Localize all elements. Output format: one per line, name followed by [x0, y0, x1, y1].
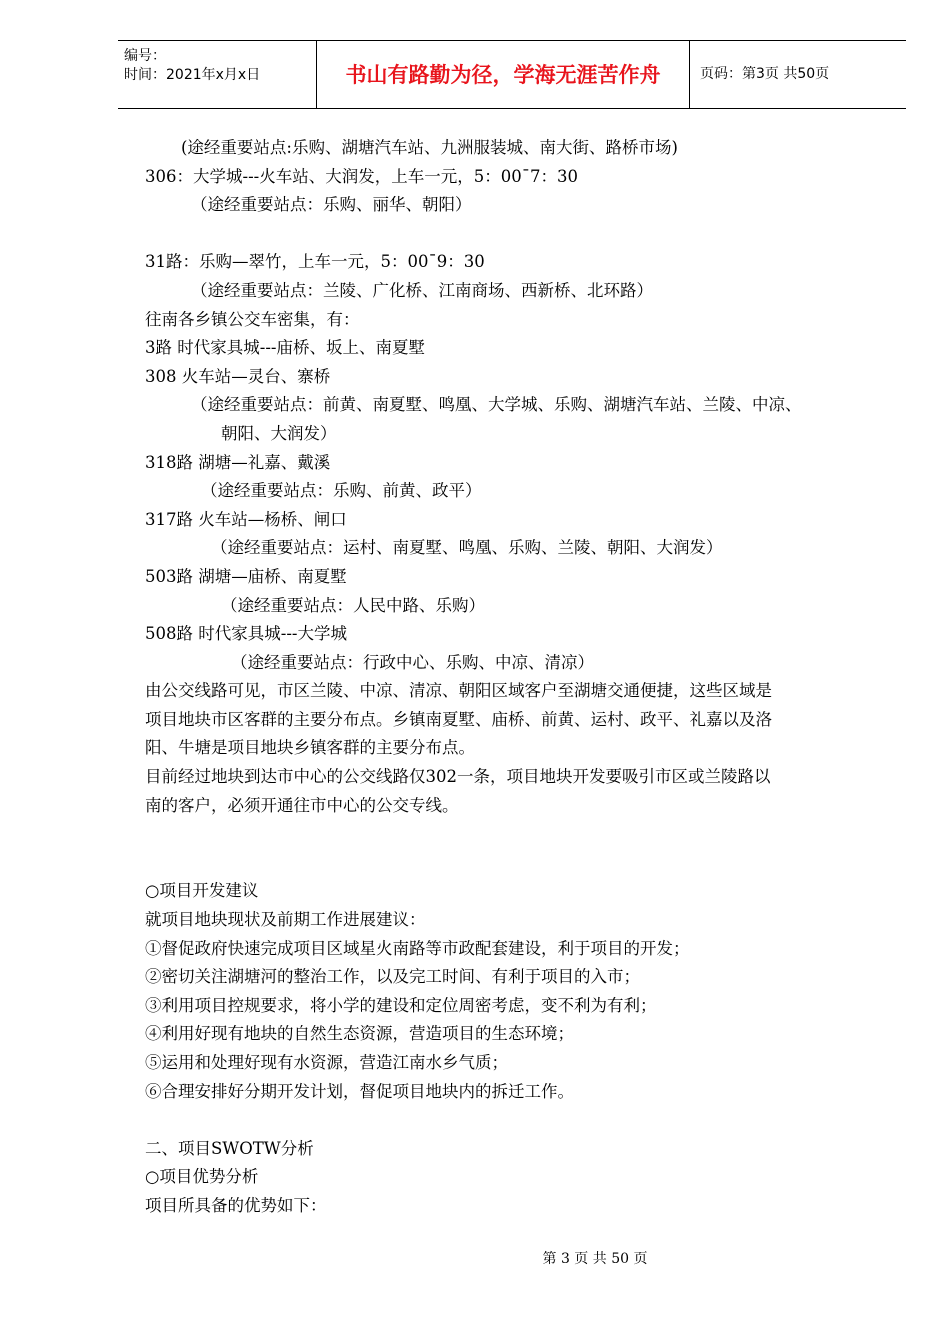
text-line: （途经重要站点：行政中心、乐购、中凉、清凉） [231, 652, 594, 672]
blank-line [145, 1106, 905, 1135]
subsection-heading: ○项目优势分析 [145, 1167, 259, 1187]
text-line: （途经重要站点：人民中路、乐购） [221, 595, 485, 615]
blank-line [145, 220, 905, 249]
text-line: 项目所具备的优势如下： [145, 1195, 327, 1215]
text-line: 308 火车站—灵台、寨桥 [145, 366, 331, 386]
text-line: (途经重要站点:乐购、湖塘汽车站、九洲服装城、南大街、路桥市场) [181, 138, 678, 157]
text-line: （途经重要站点：运村、南夏墅、鸣凰、乐购、兰陵、朝阳、大润发） [211, 538, 723, 558]
text-line: 由公交线路可见，市区兰陵、中凉、清凉、朝阳区域客户至湖塘交通便捷，这些区域是 [145, 681, 772, 701]
text-line: （途经重要站点：前黄、南夏墅、鸣凰、大学城、乐购、湖塘汽车站、兰陵、中凉、 [191, 395, 802, 415]
text-line: 306：大学城---火车站、大润发，上车一元，5：00¯7：30 [145, 166, 578, 186]
list-item: ①督促政府快速完成项目区域星火南路等市政配套建设，利于项目的开发； [145, 938, 690, 958]
text-line: （途经重要站点：乐购、前黄、政平） [201, 481, 482, 501]
section-heading: 二、项目SWOTW分析 [145, 1138, 314, 1158]
text-line: 508路 时代家具城---大学城 [145, 624, 347, 644]
document-body [145, 134, 905, 1221]
header-motto: 书山有路勤为径，学海无涯苦作舟 [317, 41, 690, 108]
text-line: 503路 湖塘—庙桥、南夏墅 [145, 566, 347, 586]
text-line: 往南各乡镇公交车密集，有： [145, 309, 360, 329]
footer-page-number: 第 3 页 共 50 页 [542, 1251, 648, 1267]
text-line: 318路 湖塘—礼嘉、戴溪 [145, 452, 331, 472]
text-line: （途经重要站点：兰陵、广化桥、江南商场、西新桥、北环路） [191, 280, 653, 300]
time-label: 时间：2021年x月x日 [124, 67, 261, 83]
blank-line [145, 820, 905, 849]
text-line: 就项目地块现状及前期工作进展建议： [145, 910, 426, 930]
text-line: 31路：乐购—翠竹，上车一元，5：00¯9：30 [145, 252, 485, 272]
text-line: 317路 火车站—杨桥、闸口 [145, 509, 347, 529]
list-item: ⑤运用和处理好现有水资源，营造江南水乡气质； [145, 1053, 508, 1072]
header-page-info: 页码：第3页 共50页 [700, 66, 830, 82]
page-header [118, 40, 906, 109]
text-line: 目前经过地块到达市中心的公交线路仅302一条，项目地块开发要吸引市区或兰陵路以 [145, 767, 771, 787]
list-item: ⑥合理安排好分期开发计划，督促项目地块内的拆迁工作。 [145, 1081, 574, 1101]
text-line: 项目地块市区客群的主要分布点。乡镇南夏墅、庙桥、前黄、运村、政平、礼嘉以及洛 [145, 709, 772, 729]
list-item: ③利用项目控规要求，将小学的建设和定位周密考虑，变不利为有利； [145, 995, 657, 1015]
number-label: 编号： [124, 48, 166, 64]
text-line: 3路 时代家具城---庙桥、坂上、南夏墅 [145, 338, 425, 358]
list-item: ②密切关注湖塘河的整治工作，以及完工时间、有利于项目的入市； [145, 967, 640, 987]
text-line: 朝阳、大润发） [221, 423, 337, 443]
text-line: 南的客户，必须开通往市中心的公交专线。 [145, 795, 459, 815]
blank-line [145, 849, 905, 878]
section-heading: ○项目开发建议 [145, 881, 259, 901]
text-line: 阳、牛塘是项目地块乡镇客群的主要分布点。 [145, 738, 475, 758]
page-footer [0, 1248, 950, 1268]
header-meta [118, 41, 317, 108]
text-line: （途经重要站点：乐购、丽华、朝阳） [191, 195, 472, 215]
list-item: ④利用好现有地块的自然生态资源，营造项目的生态环境； [145, 1024, 574, 1044]
